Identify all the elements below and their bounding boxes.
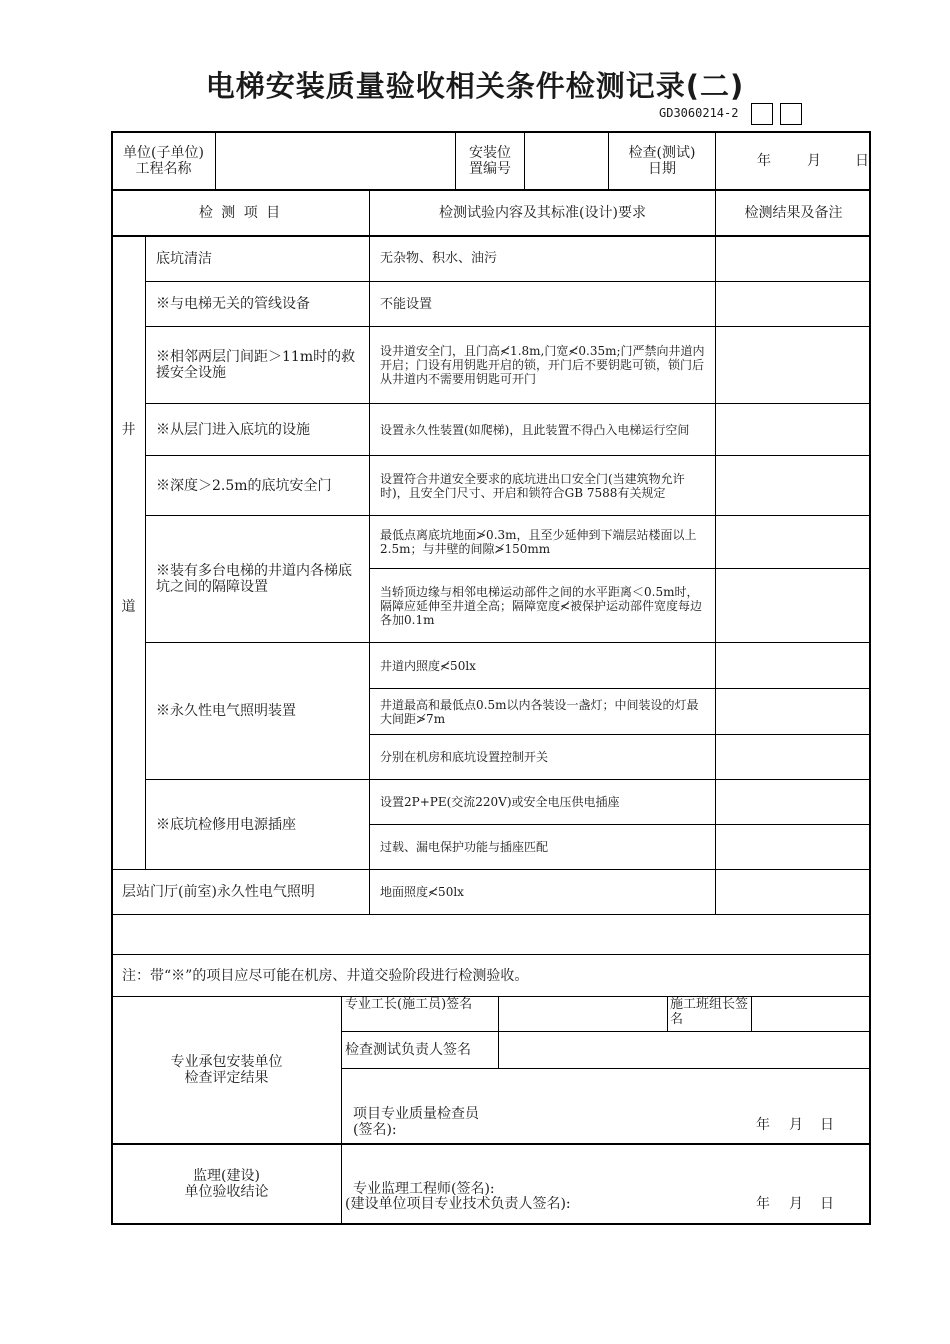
check-date-field[interactable]: 年 月 日 <box>757 153 869 169</box>
result-cell[interactable] <box>716 327 871 403</box>
req-pit-cleaning: 无杂物、积水、油污 <box>380 251 498 266</box>
result-cell[interactable] <box>716 516 871 568</box>
item-rescue-facility: ※相邻两层门间距＞11m时的救援安全设施 <box>156 349 356 381</box>
supervisor-label: 监理(建设) 单位验收结论 <box>184 1168 269 1200</box>
result-cell[interactable] <box>716 643 871 688</box>
install-position-field[interactable] <box>525 133 608 189</box>
owner-representative-label: (建设单位项目专业技术负责人签名): <box>345 1196 571 1212</box>
result-cell[interactable] <box>716 404 871 455</box>
req-socket-1: 设置2P+PE(交流220V)或安全电压供电插座 <box>380 795 620 809</box>
result-cell[interactable] <box>716 689 871 734</box>
check-date-label: 检查(测试) 日期 <box>628 145 696 177</box>
inspector-date[interactable]: 年 月 日 <box>756 1117 834 1133</box>
column-header-item: 检 测 项 目 <box>198 205 283 221</box>
team-leader-signature-field[interactable] <box>752 997 871 1031</box>
result-cell[interactable] <box>716 825 871 869</box>
result-cell[interactable] <box>716 282 871 326</box>
install-position-label: 安装位 置编号 <box>469 145 511 177</box>
item-pit-socket: ※底坑检修用电源插座 <box>156 816 296 833</box>
req-hall-lighting: 地面照度≮50lx <box>380 885 464 899</box>
item-pit-access: ※从层门进入底坑的设施 <box>156 421 310 438</box>
result-cell[interactable] <box>716 236 871 281</box>
item-permanent-lighting: ※永久性电气照明装置 <box>156 703 296 719</box>
group-label-shaft-2: 道 <box>121 599 136 615</box>
item-hall-lighting: 层站门厅(前室)永久性电气照明 <box>122 884 315 900</box>
result-cell[interactable] <box>716 870 871 914</box>
tester-signature-field[interactable] <box>499 1032 871 1068</box>
column-header-result: 检测结果及备注 <box>744 205 843 221</box>
result-cell[interactable] <box>716 569 871 642</box>
item-unrelated-pipes: ※与电梯无关的管线设备 <box>156 296 310 312</box>
req-pit-safety-door: 设置符合井道安全要求的底坑进出口安全门(当建筑物允许时)，且安全门尺寸、开启和锁符合GB 7588有关规定 <box>380 471 685 500</box>
result-cell[interactable] <box>716 735 871 779</box>
result-cell[interactable] <box>716 780 871 824</box>
req-pit-partition-1: 最低点离底坑地面≯0.3m，且至少延伸到下端层站楼面以上2.5m；与井壁的间隙≯150mm <box>380 528 697 556</box>
req-lighting-3: 分别在机房和底坑设置控制开关 <box>380 750 549 764</box>
form-title: 电梯安装质量验收相关条件检测记录(二) <box>205 69 745 103</box>
item-pit-safety-door: ※深度＞2.5m的底坑安全门 <box>156 477 332 494</box>
tester-label: 检查测试负责人签名 <box>345 1042 471 1058</box>
unit-name-field[interactable] <box>216 133 455 189</box>
req-rescue-facility: 设井道安全门，且门高≮1.8m,门宽≮0.35m;门严禁向井道内开启；门设有用钥匙开启的锁，开门后不要钥匙可锁，锁门后从井道内不需要用钥匙可开门 <box>380 344 705 386</box>
supervisor-date[interactable]: 年 月 日 <box>756 1196 834 1212</box>
result-cell[interactable] <box>716 456 871 515</box>
req-pit-access: 设置永久性装置(如爬梯)，且此装置不得凸入电梯运行空间 <box>380 422 690 437</box>
item-pit-partition: ※装有多台电梯的井道内各梯底坑之间的隔障设置 <box>156 563 352 595</box>
blank-row[interactable] <box>112 915 871 954</box>
supervisor-engineer-label: 专业监理工程师(签名): <box>353 1180 495 1197</box>
req-pit-partition-2: 当轿顶边缘与相邻电梯运动部件之间的水平距离＜0.5m时，隔障应延伸至井道全高；隔障宽度≮被保护运动部件宽度每边各加0.1m <box>380 584 703 627</box>
team-leader-label: 施工班组长签名 <box>670 997 749 1027</box>
item-pit-cleaning: 底坑清洁 <box>156 250 212 267</box>
group-label-shaft-1: 井 <box>121 422 136 438</box>
column-header-requirement: 检测试验内容及其标准(设计)要求 <box>439 205 646 221</box>
note: 注：带“※”的项目应尽可能在机房、井道交验阶段进行检测验收。 <box>122 967 529 984</box>
code-box-1[interactable] <box>751 103 773 125</box>
contractor-label: 专业承包安装单位 检查评定结果 <box>170 1054 283 1086</box>
req-unrelated-pipes: 不能设置 <box>380 296 433 312</box>
inspector-label: 项目专业质量检查员 (签名): <box>353 1106 479 1138</box>
req-socket-2: 过载、漏电保护功能与插座匹配 <box>380 840 549 854</box>
req-lighting-1: 井道内照度≮50lx <box>380 658 476 673</box>
unit-name-label: 单位(子单位) 工程名称 <box>123 145 204 177</box>
req-lighting-2: 井道最高和最低点0.5m以内各装设一盏灯；中间装设的灯最大间距≯7m <box>380 697 699 726</box>
form-code: GD3060214-2 <box>659 106 739 120</box>
foreman-signature-field[interactable] <box>499 997 667 1031</box>
foreman-label: 专业工长(施工员)签名 <box>345 997 473 1012</box>
code-box-2[interactable] <box>780 103 802 125</box>
